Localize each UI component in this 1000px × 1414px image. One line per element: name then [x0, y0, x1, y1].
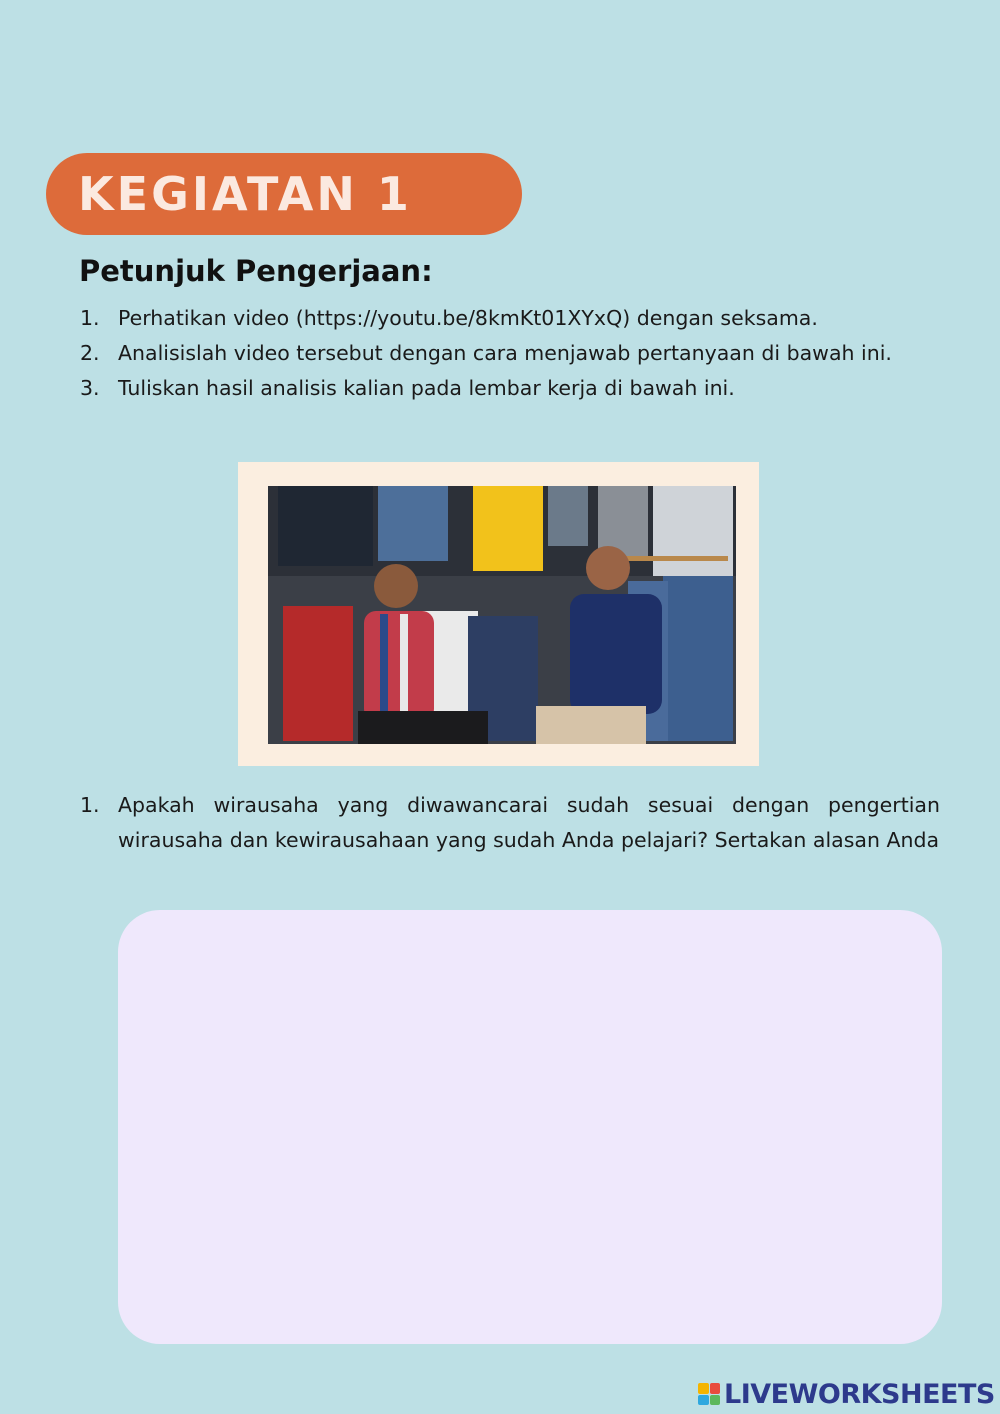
item-number: 2.	[80, 341, 100, 365]
item-text: Tuliskan hasil analisis kalian pada lembar kerja di bawah ini.	[118, 376, 735, 400]
item-number: 3.	[80, 376, 100, 400]
list-item	[80, 788, 940, 858]
question-number: 1.	[80, 793, 100, 817]
liveworksheets-icon	[698, 1383, 720, 1405]
interview-scene-illustration	[268, 486, 736, 744]
answer-textbox[interactable]	[118, 910, 942, 1344]
item-number: 1.	[80, 306, 100, 330]
questions-list	[80, 788, 940, 858]
list-item	[80, 371, 940, 406]
item-text: Perhatikan video (https://youtu.be/8kmKt01XYxQ) dengan seksama.	[118, 306, 818, 330]
liveworksheets-logo	[698, 1378, 995, 1410]
activity-banner	[46, 153, 522, 235]
video-still-photo	[268, 486, 736, 744]
logo-text: LIVEWORKSHEETS	[724, 1378, 995, 1410]
instructions-list	[80, 301, 940, 406]
item-text: Analisislah video tersebut dengan cara menjawab pertanyaan di bawah ini.	[118, 341, 892, 365]
question-text: Apakah wirausaha yang diwawancarai sudah sesuai dengan pengertian wirausaha dan kewirausahaan yang sudah Anda pelajari? Sertakan alasan Anda	[118, 793, 940, 852]
banner-title: KEGIATAN 1	[78, 167, 412, 221]
list-item	[80, 301, 940, 336]
list-item	[80, 336, 940, 371]
instructions-heading: Petunjuk Pengerjaan:	[79, 254, 433, 288]
